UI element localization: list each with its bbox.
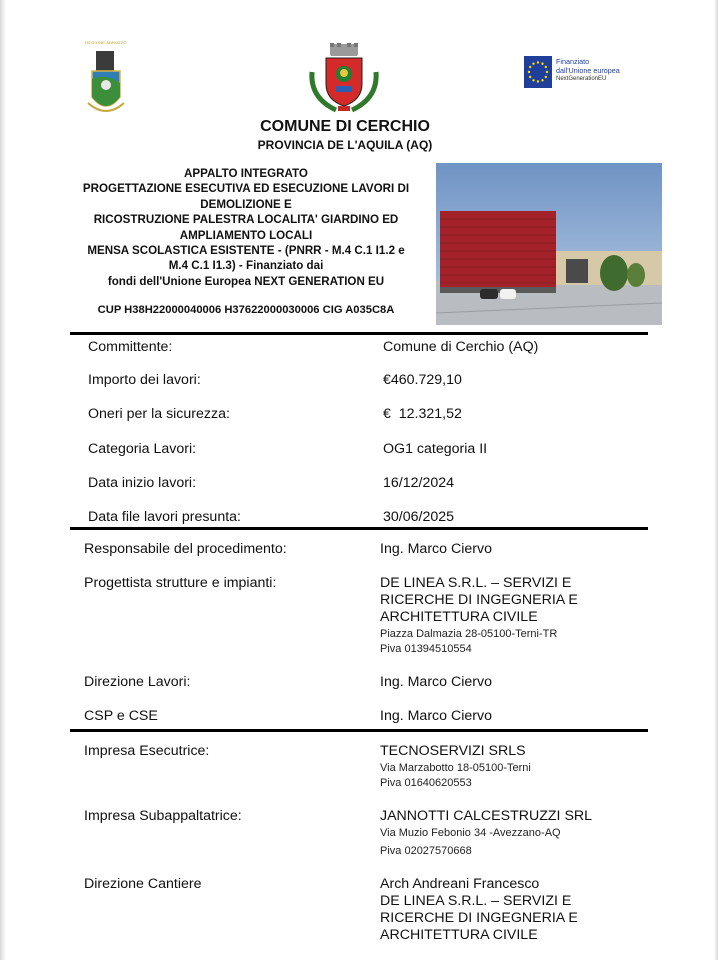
value-rup: Ing. Marco Ciervo <box>380 541 492 557</box>
value-progettista-line: DE LINEA S.R.L. – SERVIZI E <box>380 575 572 591</box>
section-divider <box>70 527 648 530</box>
label-importo: Importo dei lavori: <box>88 372 201 388</box>
label-oneri: Oneri per la sicurezza: <box>88 406 230 422</box>
value-direzione-cantiere-line: ARCHITETTURA CIVILE <box>380 927 538 943</box>
eu-funding-text <box>556 57 620 84</box>
value-impresa-esecutrice: TECNOSERVIZI SRLS <box>380 743 526 759</box>
sub-address: Via Muzio Febonio 34 -Avezzano-AQ <box>380 827 561 839</box>
section-divider <box>70 332 648 335</box>
project-description <box>56 166 436 289</box>
value-committente: Comune di Cerchio (AQ) <box>383 339 539 355</box>
designer-vat: Piva 01394510554 <box>380 643 472 655</box>
eu-flag-icon <box>524 56 552 88</box>
exec-vat: Piva 01640620553 <box>380 777 472 789</box>
region-logo <box>84 40 128 118</box>
description-line: fondi dell'Unione Europea NEXT GENERATION EU <box>107 274 385 288</box>
value-direzione-cantiere-line: DE LINEA S.R.L. – SERVIZI E <box>380 893 572 909</box>
value-progettista-line: ARCHITETTURA CIVILE <box>380 609 538 625</box>
description-line: MENSA SCOLASTICA ESISTENTE - (PNRR - M.4 C.1 I1.2 e <box>87 244 405 258</box>
value-progettista-line: RICERCHE DI INGEGNERIA E <box>380 592 578 608</box>
municipal-logo <box>306 42 382 116</box>
exec-address: Via Marzabotto 18-05100-Terni <box>380 762 531 774</box>
page-right-edge <box>714 0 718 960</box>
description-line: M.4 C.1 I1.3) - Finanziato dai <box>168 259 324 273</box>
label-progettista: Progettista strutture e impianti: <box>84 575 277 591</box>
label-direzione-lavori: Direzione Lavori: <box>84 674 191 690</box>
label-committente: Committente: <box>88 339 173 355</box>
value-data-fine: 30/06/2025 <box>383 509 455 525</box>
eu-funding-logo <box>524 56 644 92</box>
label-impresa-subappaltatrice: Impresa Subappaltatrice: <box>84 808 242 824</box>
description-line: RICOSTRUZIONE PALESTRA LOCALITA' GIARDINO ED <box>93 213 399 227</box>
designer-address: Piazza Dalmazia 28-05100-Terni-TR <box>380 628 558 640</box>
value-direzione-cantiere-line: RICERCHE DI INGEGNERIA E <box>380 910 578 926</box>
label-categoria: Categoria Lavori: <box>88 441 197 457</box>
label-direzione-cantiere: Direzione Cantiere <box>84 876 202 892</box>
value-impresa-subappaltatrice: JANNOTTI CALCESTRUZZI SRL <box>380 808 593 824</box>
sub-vat: Piva 02027570668 <box>380 845 472 857</box>
label-impresa-esecutrice: Impresa Esecutrice: <box>84 743 210 759</box>
label-data-inizio: Data inizio lavori: <box>88 475 197 491</box>
label-rup: Responsabile del procedimento: <box>84 541 287 557</box>
eu-line-1: Finanziato <box>556 57 590 66</box>
value-direzione-cantiere-line: Arch Andreani Francesco <box>380 876 540 892</box>
coat-of-arms-icon <box>306 42 382 116</box>
municipality-title: COMUNE DI CERCHIO <box>260 118 430 135</box>
label-data-fine: Data file lavori presunta: <box>88 509 241 525</box>
description-line: AMPLIAMENTO LOCALI <box>179 228 313 242</box>
description-line: PROGETTAZIONE ESECUTIVA ED ESECUZIONE LAVORI DI <box>82 182 410 196</box>
section-divider <box>70 729 648 732</box>
region-caption: REGIONE ABRUZZO <box>85 40 127 45</box>
description-line: APPALTO INTEGRATO <box>184 167 308 180</box>
value-data-inizio: 16/12/2024 <box>383 475 455 491</box>
eu-line-2: dall'Unione europea <box>556 66 620 75</box>
value-csp-cse: Ing. Marco Ciervo <box>380 708 492 724</box>
value-direzione-lavori: Ing. Marco Ciervo <box>380 674 492 690</box>
value-importo: €460.729,10 <box>383 372 462 388</box>
building-render-image <box>436 163 662 325</box>
value-oneri: € 12.321,52 <box>383 406 462 422</box>
value-categoria: OG1 categoria II <box>383 441 488 457</box>
cup-cig-codes: CUP H38H22000040006 H37622000030006 CIG A035C8A <box>97 304 395 316</box>
region-emblem-icon <box>84 45 128 117</box>
province-subtitle: PROVINCIA DE L'AQUILA (AQ) <box>257 138 433 152</box>
description-line: DEMOLIZIONE E <box>200 197 292 211</box>
label-csp-cse: CSP e CSE <box>84 708 158 724</box>
eu-line-3: NextGenerationEU <box>556 76 607 82</box>
